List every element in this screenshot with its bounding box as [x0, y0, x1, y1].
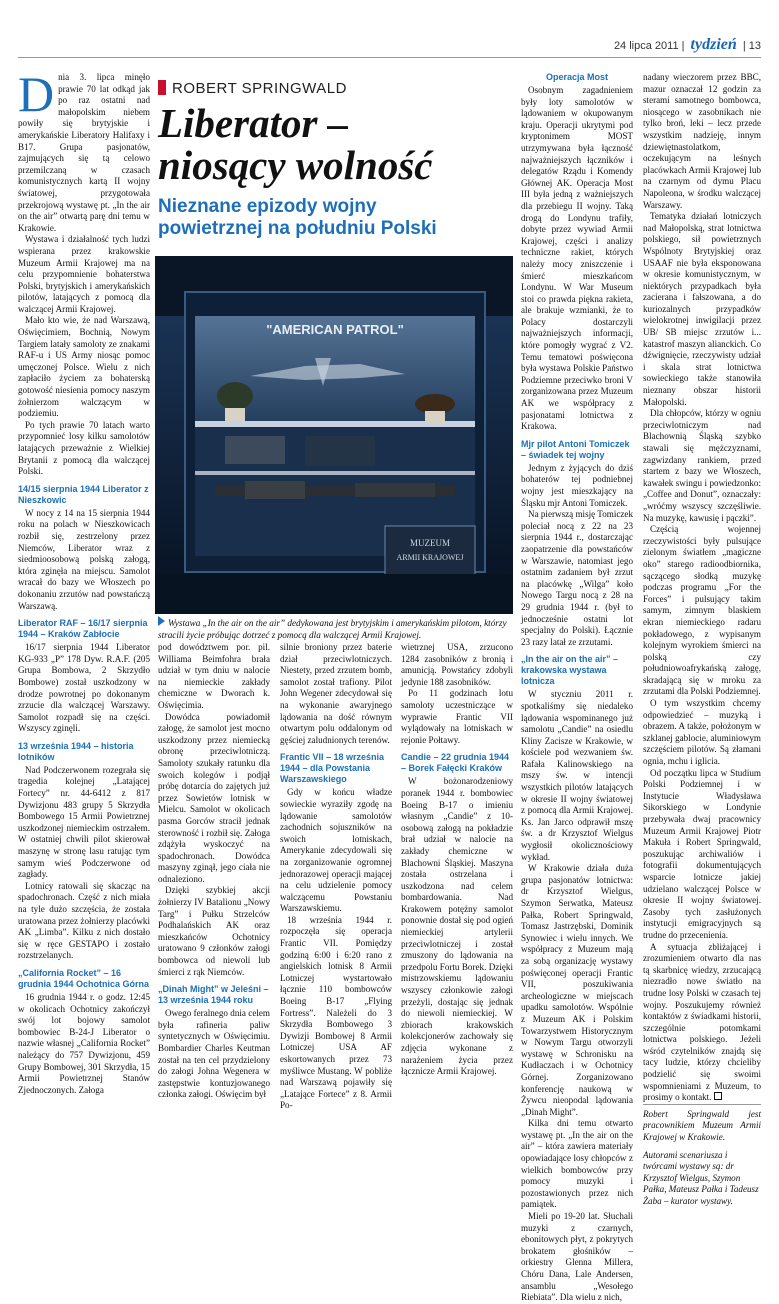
col1-par8: Lotnicy ratowali się skacząc na spadochronach. Część z nich miała na tyle dużo szczęścia, że została uratowana przez żołnierzy placówki AK „Limba”. Kilku z nich dostało się w ręce GESTAPO i zostało rozstrzelanych.: [18, 880, 150, 961]
col1-par9: 16 grudnia 1944 r. o godz. 12:45 w okolicach Ochotnicy zakończył swój lot bojowy samolot bombowiec B-24-J Liberator o nazwie własnej „California Rocket” należący do 757 Dywizjonu, 459 Grupy Bombowej, 301 Skrzydła, 15 Armii Powietrznej Stanów Zjednoczonych. Załoga: [18, 991, 150, 1095]
column-6: [643, 72, 761, 1206]
page-number: 13: [748, 40, 761, 52]
col1-par6: 16/17 sierpnia 1944 Liberator KG-933 „P” 178 Dyw. R.A.F. (205 Grupa Bombowa, 2 Skrzydło Bombowe) został uszkodzony w drodze powrotnej po dokonanym zrzucie dla walczącej Warszawy. Samolot rozpadł się na części. Wszyscy zginęli.: [18, 642, 150, 734]
col1-par4: Po tych prawie 70 latach warto przypomnieć losy kilku samolotów latających przeważnie z Wielkiej Brytanii z pomocą dla walczącej Polski.: [18, 419, 150, 477]
article-deck: [158, 196, 437, 240]
col1-par3: Mało kto wie, że nad Warszawą, Oświęcimiem, Bochnią, Nowym Targiem latały samoloty ze znakami RAF-u i US Army niosąc pomoc umęczonej Polsce. Wielu z nich zapłaciło życiem za bohaterską gotowość niesienia pomocy naszym żołnierzom walczącym w podziemiu.: [18, 315, 150, 419]
col3-par2: Gdy w końcu władze sowieckie wyraziły zgodę na lądowanie samolotów zachodnich sojuszników na swoich lotniskach, Amerykanie zdecydowali się na zorganizowanie ogromnej jednorazowej operacji mającej na celu udzielenie pomocy walczącemu Powstaniu Warszawskiemu.: [280, 787, 392, 914]
caption-text: Wystawa „In the air on the air” dedykowana jest brytyjskim i amerykańskim pilotom, którzy stracili życie próbując dotrzeć z pomocą dla walczącej Armii Krajowej.: [158, 618, 507, 640]
deck-line-2: powietrznej na południu Polski: [158, 218, 437, 239]
col6-par1: nadany wieczorem przez BBC, mazur oznaczał 12 godzin za sterami samotnego bombowca, niosącego w zasobnikach nie tylko broń, leki – lecz przede wszystkim nadzieję, innym dziewiętnastolatkom, oczekującym na leśnych placówkach Armii Krajowej lub na czarnym od dymu Placu Napoleona, w środku walczącej Warszawy.: [643, 72, 761, 210]
author-name: ROBERT SPRINGWALD: [172, 80, 347, 97]
col5-subhead3: „In the air on the air” – krakowska wystawa lotnicza: [521, 654, 619, 687]
col6-par5: O tym wszystkim chcemy odpowiedzieć – muzyką i obrazem. A także, położonym w szklanej gablocie, aluminiowym szczęściem pilotów. Są złamani ognia, mchu i iglicia.: [643, 698, 761, 767]
byline-marker: [158, 80, 166, 95]
drop-cap: D: [18, 66, 55, 122]
page-header: [614, 36, 761, 54]
title-line-1: Liberator –: [158, 100, 349, 146]
deck-line-1: Nieznane epizody wojny: [158, 196, 377, 217]
col5-par4: W styczniu 2011 r. spotkaliśmy się niedaleko lądowania wspominanego już samolotu „Candie” na osiedlu Kliny Zacisze w Krakowie, w kościele pod wezwaniem św. Rafała Kalinowskiego na mszy św. w intencji wszystkich pilotów latających w okresie II wojny światowej z pomocą dla Armii Krajowej. Ks. Jan Jarco odprawił mszę św. a dr Krzysztof Wielgus wygłosił okolicznościowy wykład.: [521, 689, 633, 862]
col4-par3: W bożonarodzeniowy poranek 1944 r. bombowiec Boeing B-17 o imieniu własnym „Candie” z 10-osobową załogą na pokładzie brał udział w nalocie na zakłady chemiczne w Blachowni Śląskiej. Maszyna została ostrzelana i uszkodzona nad celem bombardowania. Nad Krakowem potężny samolot ponownie dostał się pod ogień niemieckiej artylerii przeciwlotniczej i został zmuszony do lądowania na przedpolu Fortu Borek. Dzięki mistrzowskiemu lądowaniu wszyscy członkowie załogi przeżyli, dostając się jednak do niewoli niemieckiej. W zbiorach krakowskich kolekcjonerów zachowały się zdjęcia wykonane z narażeniem życia przez łącznicze Armii Krajowej.: [401, 776, 513, 1077]
photo-sign-line-1: MUZEUM: [410, 538, 450, 548]
photo-illustration: [155, 256, 513, 614]
col6-par2: Tematyka działań lotniczych nad Małopolską, strat lotnictwa polskiego, sił powietrznych Wspólnoty Brytyjskiej oraz USAAF nie była eksponowana w okresie komunistycznym, w niektórych przypadkach była zacierana i fałszowana, a do kuriozalnych przypadków wielokrotnej inwigilacji przez UB/ SB miejsc zrzutów i... katastrof maszyn alianckich. Co dźwignięcie, rzeczywisty udział i skala strat lotnictwa sowieckiego także stanowiła nieznany obszar historii Małopolski.: [643, 211, 761, 407]
col2-subhead1: „Dinah Might” w Jeleśni – 13 września 1944 roku: [158, 984, 269, 1006]
col1-text1: nia 3. lipca minęło prawie 70 lat odkąd jak po raz ostatni nad małopolskim niebem powiły się brytyjskie i amerykańskie Liberatory Halifaxy i B17. Grupa pasjonatów, zajmujących się tą celowo przemilczaną w czasach komunistycznych kartą II wojny światowej, przygotowała przekrojową wystawę pt. „In the air on the air” otwartą parę dni temu w Krakowie.: [18, 72, 150, 233]
col2-par2: Dowódca powiadomił załogę, że samolot jest mocno uszkodzony przez niemiecką obronę przeciwlotniczą. Samoloty szukały ratunku dla swoich kolegów i podjął próbę dotarcia do zajętych już przez Sowietów lotnisk w Mielcu. Samolot w okolicach pasma Gorców stracił jednak sterowność i rozbił się. Załoga zdążyła wyskoczyć na spadochronach. Dowódca maszyny zginął, jego ciała nie odnaleziono.: [158, 711, 270, 884]
credits-note: Autorami scenariusza i twórcami wystawy są: dr Krzysztof Wielgus, Szymon Pałka, Mateusz Pałka i Tadeusz Żaba – kurator wystawy.: [643, 1149, 759, 1206]
col6-par3: Dla chłopców, którzy w ogniu przeciwlotniczym nad Blachownią Śląską szybko stawali się mężczyznami, zagwizdany rankiem, przed startem z bazy we Włoszech, kawałek swingu i powiedzonko: „Coffee and Donut”, oznaczały: „wróćmy wszyscy szczęśliwie. Na muzykę, kawusię i pączki”.: [643, 408, 761, 523]
col1-subhead1: 14/15 sierpnia 1944 Liberator z Nieszkowic: [18, 483, 149, 505]
col6-text7: A sytuacja zbliżającej i zrozumieniem otwarto dla nas tą skarbnicę wiedzy, zrzucającą niezradło nowe światło na trudne losy Polski w czasach tej wojny. Poszukujemy również kontaktów z świadkami historii, szczególnie potomkami lotnictwa polskiego. Jeżeli wśród czytelników znajdą się tacy ludzie, którzy chcieliby podzielić się swoimi wspomnieniami z Muzeum, to prosimy o kontakt.: [643, 941, 761, 1103]
author-byline: [158, 80, 347, 97]
col6-par4: Częścią wojennej rzeczywistości były pulsujące zielonym światłem „magiczne oko” starego radioodbiornika, sączącego słodką muzykę podczas programu „For the Forces” i pulsujący takim samym, zimnym blaskiem ekran niemieckiego radaru pokładowego, z wypisanym kolejnym wyrokiem śmierci na polską czy południowoafrykańską załogę, skradającą się w mroku za zrzutami dla Polski Podziemnej.: [643, 524, 761, 697]
col3-subhead1: Frantic VII – 18 września 1944 – dla Powstania Warszawskiego: [280, 752, 385, 785]
col5-par2: Jednym z żyjących do dziś bohaterów tej podniebnej wojny jest mieszkający na Śląsku mjr Antoni Tomiczek.: [521, 462, 633, 508]
col1-par7: Nad Podczerwonem rozegrała się tragedia kolejnej „Latającej Fortecy” nr. 44-6412 z 817 Dywizjonu 483 grupy 5 Skrzydła Bombowego 15 Armii Powietrznej uszkodzonej niemieckim ostrzałem. W ostatniej chwili pilot skierował maszynę w stronę lasu ratując tym samym wieś Podczerwone od zagłady.: [18, 764, 150, 880]
col5-par5: W Krakowie działa duża grupa pasjonatów lotnictwa: dr Krzysztof Wielgus, Szymon Serwatka, Mateusz Pałka, Robert Springwald, Tomasz Jastrzębski, Dominik Synowiec i wielu innych. We współpracy z Muzeum mają za sobą organizację wystawy poświęconej operacji Frantic VII, poszukiwania archeologiczne w miejscach upadku samolotów. Wspólnie z Muzeum AK i Polskim Towarzystwem Historycznym w Nowym Targu otworzyli wystawę w Schronisku na Kudłaczach i w Ochotnicy Górnej. Zorganizowano konferencję naukową w Żywcu nieopodal lądowania „Dinah Might”.: [521, 863, 633, 1117]
issue-date: 24 lipca 2011: [613, 40, 679, 52]
column-2: [158, 642, 270, 1100]
col3-par3: 18 września 1944 r. rozpoczęła się operacja Frantic VII. Pomiędzy godziną 6:00 i 6:20 rano z angielskich lotnisk 8 Armii Lotniczej wystartowało łącznie 110 bombowców Boeing B-17 „Flying Fortress”. Należeli do 3 Skrzydła Bombowego 3 Dywizji Bombowej 8 Armii Lotniczej USA AF eskortowanych przez 73 myśliwce Mustang. W pobliże nad Warszawą pojawiły się „Latające Fortece” z 8. Armii Po-: [280, 914, 392, 1111]
photo-caption: [158, 616, 514, 641]
col1-par1: [18, 66, 150, 234]
col5-par6: Kilka dni temu otwarto wystawę pt. „In the air on the air” – która zawiera materiały opowiadające losy chłopców z wielkich bombowców przy pomocy muzyki i pozostawionych przez nich pamiątek.: [521, 1118, 633, 1210]
column-4: [401, 642, 513, 1077]
col5-par3: Na pierwszą misję Tomiczek poleciał nocą z 22 na 23 sierpnia 1944 r., dostarczając zaopatrzenie dla powstańców w Warszawie, natomiast jego ostatnim zadaniem był zrzut na placówkę „Wilga” koło Nowego Targu nocą z 28 na 29 grudnia 1944 r. (był to jednocześnie ostatni lot specjalny do Polski). Łącznie 23 razy latał ze zrzutami.: [521, 509, 633, 647]
col5-subhead2: Mjr pilot Antoni Tomiczek – świadek tej wojny: [521, 438, 630, 460]
col1-subhead2: Liberator RAF – 16/17 sierpnia 1944 – Kraków Zabłocie: [18, 618, 148, 640]
column-3: [280, 642, 392, 1111]
col4-par1: wietrznej USA, zrzucono 1284 zasobników z bronią i amunicją. Powstańcy zdobyli jedynie 188 zasobników.: [401, 642, 513, 687]
photo-sign-line-2: ARMII KRAJOWEJ: [396, 553, 464, 562]
col1-par2: Wystawa i działalność tych ludzi wspierana przez krakowskie Muzeum Armii Krajowej ma na celu przypomnienie bohaterstwa Polski, brytyjskich i amerykańskich pilotów, latających z pomocą dla walczącej Armii Krajowej.: [18, 234, 150, 314]
col4-par2: Po 11 godzinach lotu samoloty uczestniczące w wyprawie Frantic VII wylądowały na lotniskach w rejonie Połtawy.: [401, 688, 513, 745]
col1-par5: W nocy z 14 na 15 sierpnia 1944 roku na polach w Nieszkowicach rozbił się, zestrzelony przez Niemców, Liberator wraz z siedmioosobową polską załogą, która zginęła na miejscu. Samolot wracał do bazy we Włoszech po dokonaniu zrzutów nad powstańczą Warszawą.: [18, 507, 150, 611]
header-rule: [18, 57, 761, 58]
col1-subhead3: 13 września 1944 – historia lotników: [18, 740, 134, 762]
title-line-2: niosący wolność: [158, 142, 433, 188]
end-mark: [714, 1092, 722, 1100]
column-1: [18, 66, 150, 1095]
article-title: [158, 102, 433, 186]
col2-par4: Owego feralnego dnia celem była rafineria paliw syntetycznych w Oświęcimiu. Bombardier Charles Keutman został na ten cel przydzielony do załogi Johna Wegenera w zastępstwie kontuzjowanego członka załogi. Oświęcim był: [158, 1008, 270, 1100]
col2-par3: Dzięki szybkiej akcji żołnierzy IV Batalionu „Nowy Targ” i Pułku Strzelców Podhalańskich AK oraz mieszkańców Ochotnicy uratowano 9 członków załogi bombowca od niewoli lub śmierci z rąk Niemców.: [158, 885, 270, 977]
col1-subhead4: „California Rocket” – 16 grudnia 1944 Ochotnica Górna: [18, 967, 150, 989]
col5-par1: Osobnym zagadnieniem były loty samolotów w lądowaniem w okupowanym kraju. Operacji ukrytymi pod kryptonimem MOST utrzymywana była łączność najważniejszych łączników i delegatów Rządu i Komendy Głównej AK. Operacja Most III była jedną z ważniejszych dla przebiegu II wojny. Taką drogą do Londynu trafiły, dobyte przez wywiad Armii Krajowej, części i analizy techniczne rakiet, których należy mocy zniszczenie i śmierć mieszkańcom Londynu. W War Museum stoi co prawda piękna rakieta, ale brakuje wzmianki, że to Polacy dostarczyli najważniejszych informacji, które pomogły wygrać z V2. Temu tematowi poświęcona była wystawa Polskie Państwo Podziemne przeciwko broni V zorganizowana przez Muzeum AK we współpracy z pasjonatami lotnictwa z Krakowa.: [521, 85, 633, 432]
header-sep: |: [681, 40, 685, 52]
author-signature: Robert Springwald jest pracownikiem Muzeum Armii Krajowej w Krakowie.: [643, 1104, 761, 1144]
caption-marker: [158, 616, 165, 626]
col5-subhead1: Operacja Most: [545, 72, 609, 82]
col5-par7: Mieli po 19-20 lat. Słuchali muzyki z czarnych, ebonitowych płyt, z pokrytych brokatem głośników – orkiestry Glenna Millera, Chóru Dana, Lale Andersen, ansamblu „Wesołego Riebiata”. Dla wielu z nich,: [521, 1211, 633, 1303]
col4-subhead1: Candie – 22 grudnia 1944 – Borek Fałęcki Kraków: [401, 752, 510, 774]
col2-par1: pod dowództwem por. pil. Williama Beimfohra brała udział w tym dniu w nalocie na niemieckie zakłady chemiczne w Dworach k. Oświęcimia.: [158, 642, 270, 710]
header-sep-2: |: [742, 40, 746, 52]
col6-par7: [643, 942, 761, 1104]
col3-par1: silnie broniony przez baterie dział przeciwlotniczych. Niestety, przed zrzutem bomb, samolot został trafiony. Pilot John Wegener zdecydował się na wykonanie awaryjnego lądowania na dość równym otwartym polu oddalonym od gęściej zaludnionych terenów.: [280, 642, 392, 745]
column-5: [521, 72, 633, 1303]
brand-logo: tydzień: [690, 36, 737, 53]
photo-banner-text: "AMERICAN PATROL": [266, 322, 404, 337]
col6-par6: Od początku lipca w Studium Polski Podziemnej i w Instytucie Władysława Sikorskiego w Londynie przebywała dwaj pracownicy Muzeum Armii Krajowej Piotr Makuła i Robert Springwald, poszukując archiwaliów i fotografii dokumentujących wsparcie lotnicze jakiej udzielano walczącej Polsce w okresie II wojny światowej. Zasoby tych zasłużonych instytucji emigracyjnych są trudne do przecenienia.: [643, 767, 761, 940]
exhibition-photo: [155, 256, 513, 614]
